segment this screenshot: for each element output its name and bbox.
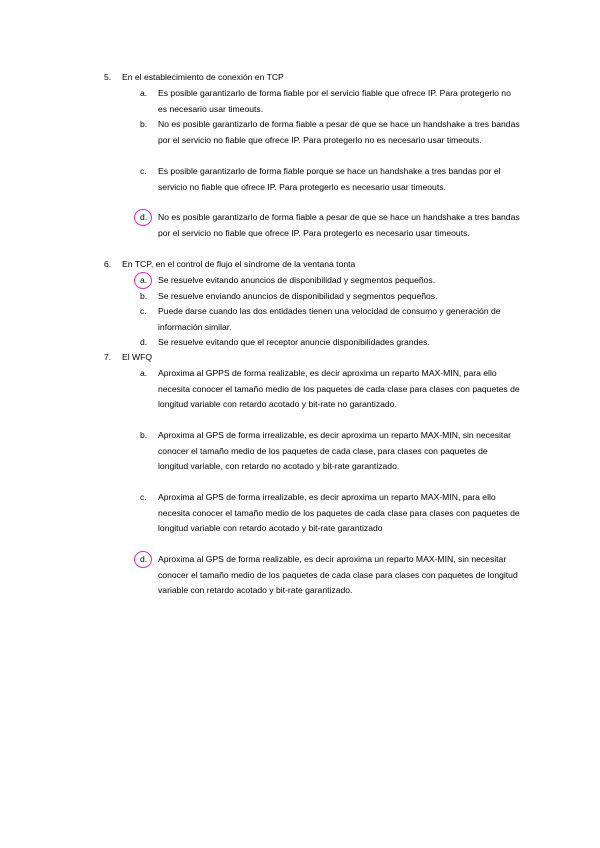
- option-text: Aproxima al GPPS de forma realizable, es decir aproxima un reparto MAX-MIN, para ello necesita conocer el tamaño medio de los paquetes de cada clase para clases con paquetes de longitud variable con retardo acotado y bit-rate no garantizado.: [158, 368, 520, 409]
- option-letter: d.: [140, 554, 148, 564]
- option-6c: [140, 304, 520, 335]
- option-letter: c.: [140, 166, 147, 176]
- option-letter: c.: [140, 492, 147, 502]
- option-text: No es posible garantizarlo de forma fiable a pesar de que se hace un handshake a tres bandas por el servicio no fiable que ofrece IP. Para protegerlo es necesario usar timeouts.: [158, 212, 520, 238]
- option-5c: [140, 164, 520, 195]
- answer-circle-6a: [134, 272, 152, 289]
- option-text: Se resuelve evitando anuncios de disponibilidad y segmentos pequeños.: [158, 275, 436, 285]
- question-7: [104, 350, 152, 366]
- option-5a: [140, 86, 520, 117]
- option-text: Es posible garantizarlo de forma fiable por el servicio fiable que ofrece IP. Para protegerlo no es necesario usar timeouts.: [158, 88, 511, 114]
- option-letter: d.: [140, 337, 148, 347]
- question-text: El WFQ: [122, 352, 153, 362]
- question-number: 6.: [104, 259, 112, 269]
- option-letter: a.: [140, 88, 148, 98]
- option-5b: [140, 117, 520, 148]
- option-text: Aproxima al GPS de forma irrealizable, es decir aproxima un reparto MAX-MIN, sin necesitar conocer el tamaño medio de los paquetes de cada clase, para clases con paquetes de longitud variable, con retardo no acotado y bit-rate garantizado.: [158, 430, 511, 471]
- question-text: En el establecimiento de conexión en TCP: [122, 72, 284, 82]
- option-letter: a.: [140, 368, 148, 378]
- option-text: Se resuelve enviando anuncios de disponibilidad y segmentos pequeños.: [158, 291, 438, 301]
- answer-circle-5d: [134, 209, 152, 226]
- option-7d: [140, 552, 520, 599]
- question-6: [104, 257, 355, 273]
- option-letter: b.: [140, 119, 148, 129]
- option-text: Aproxima al GPS de forma realizable, es decir aproxima un reparto MAX-MIN, sin necesitar conocer el tamaño medio de los paquetes de cada clase para clases con paquetes de longitud variable con retardo acotado y bit-rate garantizado.: [158, 554, 518, 595]
- option-text: Aproxima al GPS de forma irrealizable, es decir aproxima un reparto MAX-MIN, para ello necesita conocer el tamaño medio de los paquetes de cada clase para clases con paquetes de longitud variable con retardo acotado y bit-rate garantizado: [158, 492, 520, 533]
- option-7c: [140, 490, 520, 537]
- option-letter: c.: [140, 306, 147, 316]
- option-6a: [140, 273, 520, 289]
- question-number: 5.: [104, 72, 112, 82]
- option-text: No es posible garantizarlo de forma fiable a pesar de que se hace un handshake a tres bandas por el servicio no fiable que ofrece IP. Para protegerlo no es necesario usar timeouts.: [158, 119, 520, 145]
- option-6b: [140, 289, 520, 305]
- answer-circle-7d: [134, 551, 152, 568]
- option-letter: b.: [140, 430, 148, 440]
- question-number: 7.: [104, 352, 112, 362]
- option-5d: [140, 210, 520, 241]
- option-text: Es posible garantizarlo de forma fiable porque se hace un handshake a tres bandas por el servicio no fiable que ofrece IP. Para protegerlo es necesario usar timeouts.: [158, 166, 501, 192]
- option-text: Puede darse cuando las dos entidades tienen una velocidad de consumo y generación de información similar.: [158, 306, 501, 332]
- option-7b: [140, 428, 520, 475]
- option-6d: [140, 335, 520, 351]
- question-text: En TCP, en el control de flujo el síndrome de la ventana tonta: [122, 259, 356, 269]
- option-letter: a.: [140, 275, 148, 285]
- option-text: Se resuelve evitando que el receptor anuncie disponibilidades grandes.: [158, 337, 430, 347]
- option-letter: b.: [140, 291, 148, 301]
- option-7a: [140, 366, 520, 413]
- option-letter: d.: [140, 212, 148, 222]
- question-5: [104, 70, 284, 86]
